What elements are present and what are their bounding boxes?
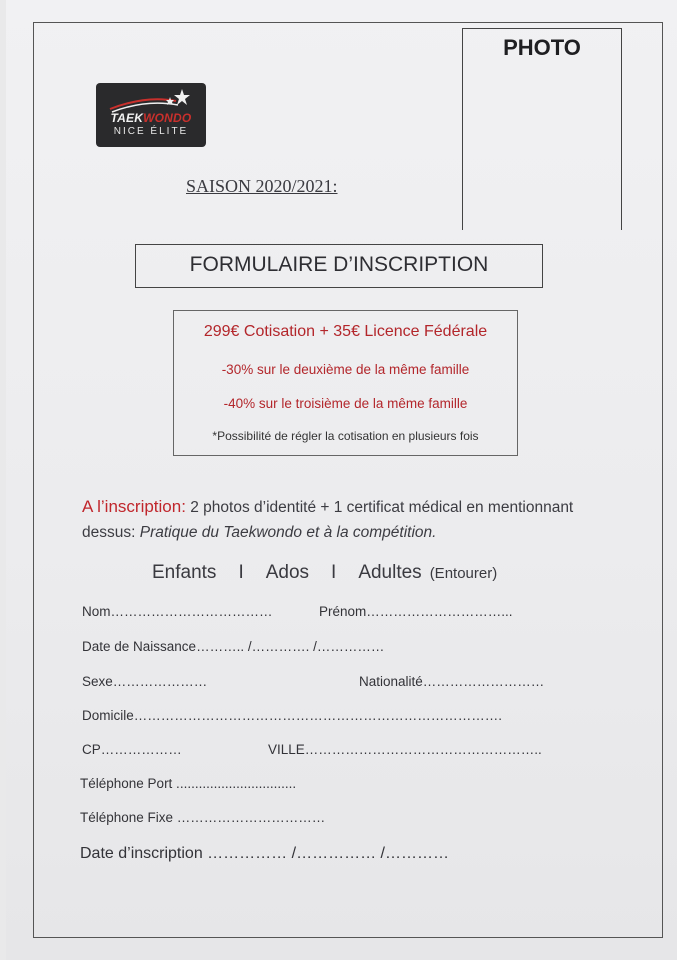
inscription-text: 2 photos d’identité + 1 certificat médical en mentionnant dessus: — [82, 499, 574, 541]
cp-field[interactable]: CP……………… — [82, 742, 182, 757]
nationalite-field[interactable]: Nationalité……………………… — [359, 674, 545, 689]
telephone-fixe-field[interactable]: Téléphone Fixe …………………………… — [80, 810, 326, 825]
photo-box — [462, 28, 622, 230]
logo-word-taek: TAEK — [110, 111, 144, 125]
pricing-discount-second: -30% sur le deuxième de la même famille — [221, 362, 470, 377]
pricing-box — [173, 310, 518, 456]
category-ados[interactable]: Ados — [265, 562, 310, 583]
ville-field[interactable]: VILLE…………………………………………….. — [268, 742, 542, 757]
inscription-italic: Pratique du Taekwondo et à la compétition. — [139, 524, 437, 541]
pricing-discount-third: -40% sur le troisième de la même famille — [223, 396, 468, 411]
sexe-field[interactable]: Sexe………………… — [82, 674, 208, 689]
category-enfants[interactable]: Enfants — [152, 562, 217, 583]
club-logo — [96, 83, 206, 147]
logo-word-wondo: WONDO — [143, 111, 192, 125]
logo-subtitle: NICE ÉLITE — [113, 126, 189, 137]
category-adultes[interactable]: Adultes — [358, 562, 422, 583]
category-instruction: (Entourer) — [429, 565, 498, 582]
pricing-main: 299€ Cotisation + 35€ Licence Fédérale — [203, 323, 488, 340]
category-separator: I — [331, 562, 337, 583]
photo-label: PHOTO — [503, 35, 581, 60]
pricing-note: *Possibilité de régler la cotisation en plusieurs fois — [212, 429, 479, 443]
birthdate-field[interactable]: Date de Naissance……….. /…………. /…………… — [82, 639, 385, 654]
form-title: FORMULAIRE D’INSCRIPTION — [135, 244, 543, 288]
domicile-field[interactable]: Domicile………………………………………………………………………. — [82, 708, 503, 723]
season-heading: SAISON 2020/2021: — [186, 176, 338, 196]
inscription-requirements — [82, 494, 602, 545]
nom-field[interactable]: Nom……………………………… — [82, 604, 273, 619]
date-inscription-field[interactable]: Date d’inscription …………… /…………… /………… — [80, 845, 449, 862]
telephone-port-field[interactable]: Téléphone Port ................................ — [80, 776, 297, 791]
category-choices — [152, 562, 497, 584]
prenom-field[interactable]: Prénom…………………………... — [319, 604, 513, 619]
category-separator: I — [238, 562, 244, 583]
logo-wordmark — [96, 111, 206, 125]
inscription-label: A l’inscription: — [82, 497, 186, 516]
